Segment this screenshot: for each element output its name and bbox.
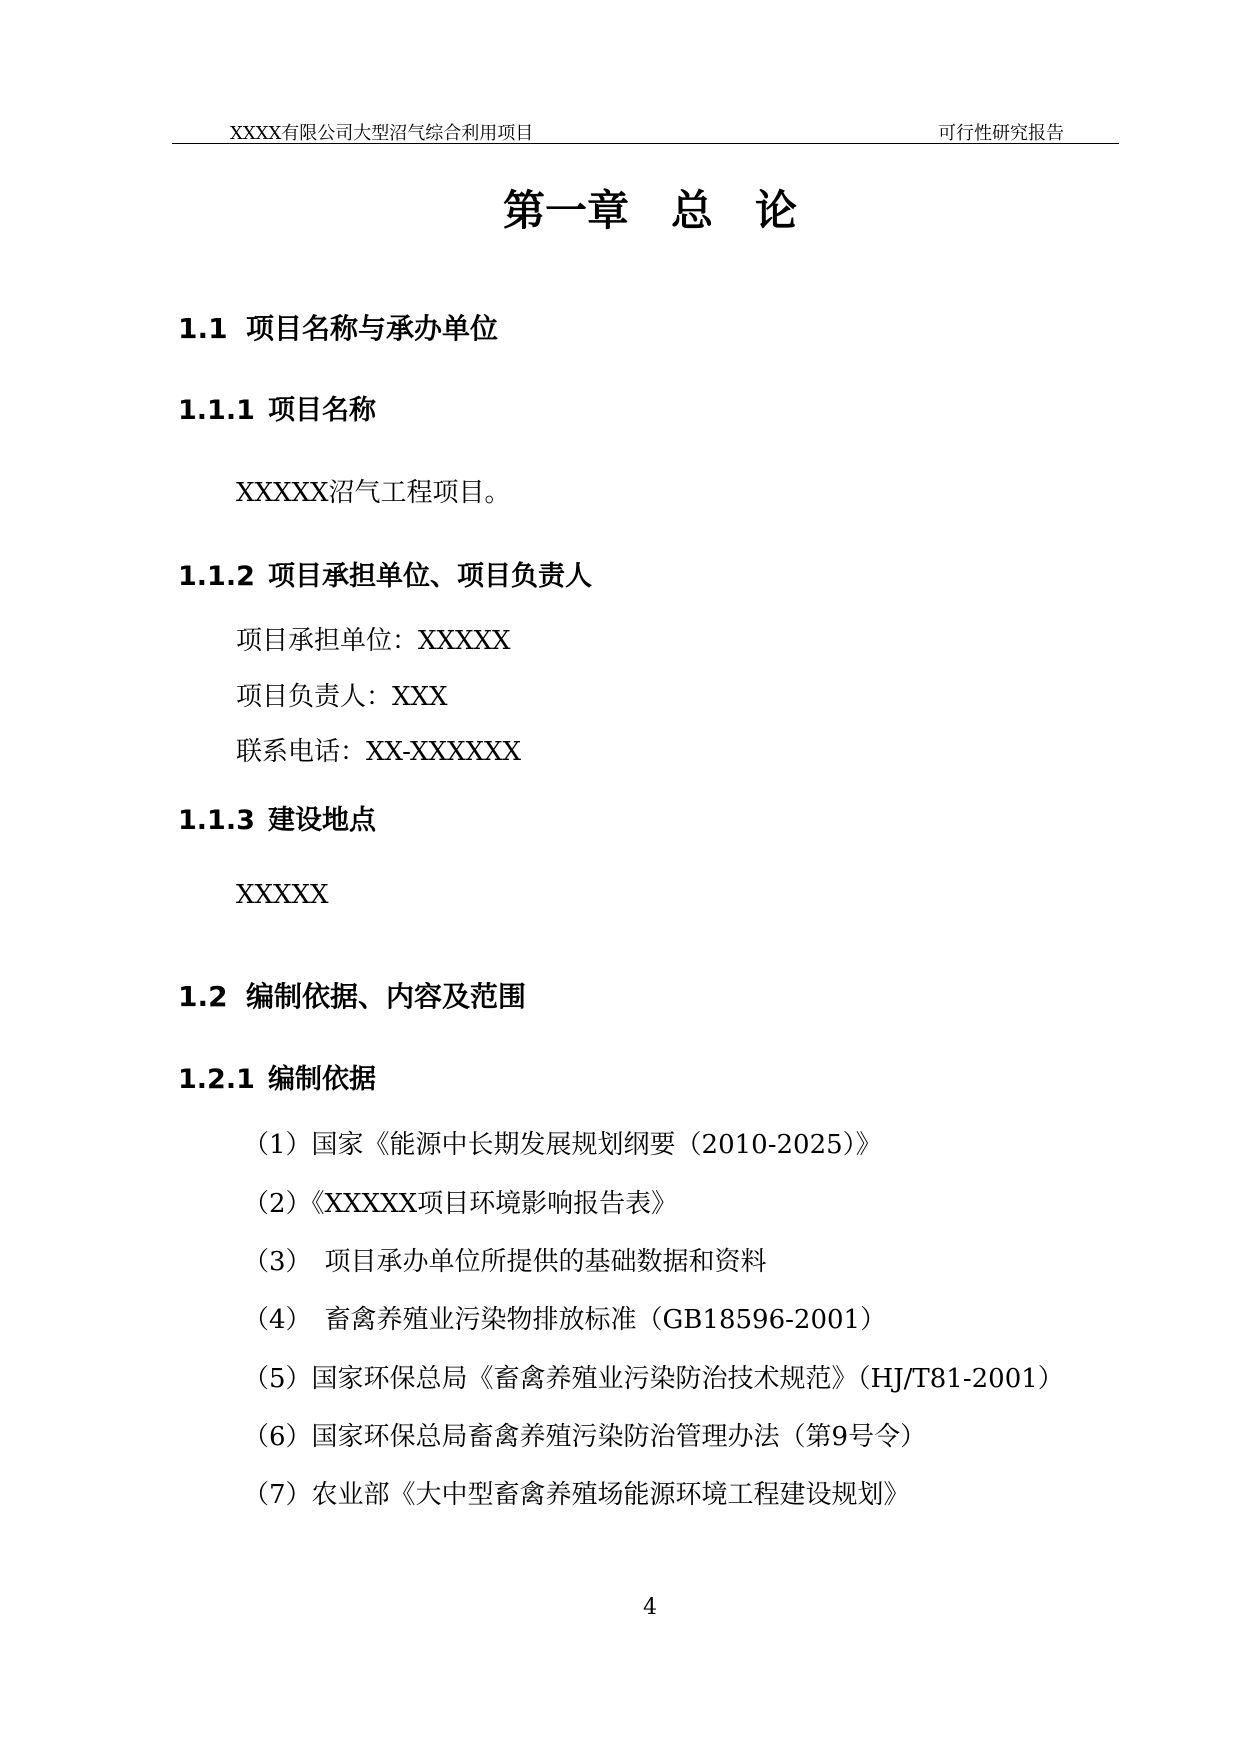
reference-item: （4） 畜禽养殖业污染物排放标准（GB18596-2001） [243,1305,887,1335]
header-divider [172,143,1119,144]
reference-item: （7）农业部《大中型畜禽养殖场能源环境工程建设规划》 [243,1480,910,1510]
reference-item: （6）国家环保总局畜禽养殖污染防治管理办法（第9号令） [243,1422,927,1452]
location-text: XXXXX [236,880,329,910]
section-title: 项目名称与承办单位 [246,312,499,345]
section-heading-1-1-1 [178,388,376,427]
section-title: 编制依据 [268,1064,376,1095]
reference-item: （2）《XXXXX项目环境影响报告表》 [243,1189,678,1219]
project-name-text: XXXXX沼气工程项目。 [236,478,511,508]
reference-item: （1）国家《能源中长期发展规划纲要（2010-2025）》 [243,1130,882,1160]
section-heading-1-2-1 [178,1057,376,1096]
leader-text: 项目负责人：XXX [236,682,448,712]
section-number: 1.2 [178,980,228,1013]
reference-item: （3） 项目承办单位所提供的基础数据和资料 [243,1247,767,1277]
phone-text: 联系电话：XX-XXXXXX [236,737,522,767]
header-report-type: 可行性研究报告 [938,123,1064,144]
section-title: 建设地点 [268,805,376,836]
section-number: 1.1.2 [178,561,255,592]
header-project-title: XXXX有限公司大型沼气综合利用项目 [230,123,534,144]
section-title: 项目名称 [268,395,376,426]
section-heading-1-1-3 [178,798,376,837]
section-number: 1.1.3 [178,805,255,836]
undertaker-text: 项目承担单位：XXXXX [236,626,511,656]
section-number: 1.1.1 [178,395,255,426]
section-title: 项目承担单位、项目负责人 [268,561,592,592]
chapter-title: 第一章 总 论 [502,186,797,235]
section-heading-1-2 [178,975,526,1015]
section-heading-1-1 [178,307,498,347]
page-number: 4 [643,1595,657,1620]
section-number: 1.2.1 [178,1064,255,1095]
section-title: 编制依据、内容及范围 [246,980,527,1013]
section-heading-1-1-2 [178,554,592,593]
section-number: 1.1 [178,312,228,345]
reference-item: （5）国家环保总局《畜禽养殖业污染防治技术规范》（HJ/T81-2001） [243,1364,1064,1394]
